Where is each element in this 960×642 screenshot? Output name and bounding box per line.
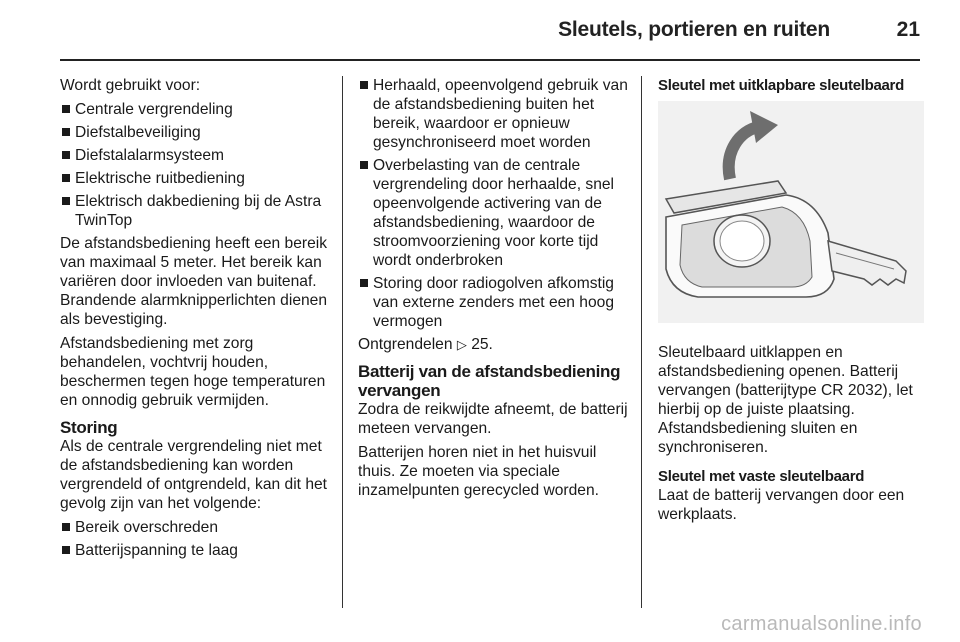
storing-paragraph: Als de centrale vergrendeling niet met de afstandsbediening kan worden vergrendeld of ontgrendeld, kan dit het gevolg zijn van het volgende:: [60, 438, 328, 512]
causes-list: [60, 518, 328, 560]
square-bullet-icon: [360, 161, 368, 169]
curved-arrow-icon: [729, 127, 758, 179]
battery-paragraph-2: Batterijen horen niet in het huisvuil thuis. Ze moeten via speciale inzamelpunten gerecycled worden.: [358, 444, 599, 499]
list-item: Storing door radiogolven afkomstig van externe zenders met een hoog vermogen: [358, 274, 628, 331]
uses-intro: Wordt gebruikt voor:: [60, 77, 201, 94]
page-link[interactable]: 25.: [471, 336, 493, 353]
square-bullet-icon: [62, 128, 70, 136]
list-item: Diefstalbeveiliging: [60, 123, 328, 142]
column-left: [60, 76, 328, 564]
list-item: Herhaald, opeenvolgend gebruik van de afstandsbediening buiten het bereik, waardoor er opnieuw gesynchroniseerd moet worden: [358, 76, 628, 152]
care-paragraph: Afstandsbediening met zorg behandelen, vochtvrij houden, beschermen tegen hoge temperaturen en onnodig gebruik vermijden.: [60, 335, 326, 409]
key-illustration-svg: [658, 101, 924, 323]
watermark: carmanualsonline.info: [721, 613, 922, 635]
key-battery-illustration: [658, 101, 924, 323]
unlock-reference: Ontgrendelen ▷ 25.: [358, 336, 493, 353]
section-heading-battery: Batterij van de afstandsbediening vervangen: [358, 362, 621, 400]
square-bullet-icon: [62, 174, 70, 182]
column-middle: [358, 76, 628, 505]
header-rule: [60, 59, 920, 61]
square-bullet-icon: [360, 81, 368, 89]
section-heading-storing: Storing: [60, 418, 118, 437]
list-item: Diefstalalarmsysteem: [60, 146, 328, 165]
square-bullet-icon: [62, 197, 70, 205]
square-bullet-icon: [62, 151, 70, 159]
causes-list-continued: [358, 76, 628, 331]
subheading-fixed-key: Sleutel met vaste sleutelbaard: [658, 468, 865, 485]
column-divider: [641, 76, 642, 608]
foldable-key-paragraph: Sleutelbaard uitklappen en afstandsbediening openen. Batterij vervangen (batterijtype CR 2032), let hierbij op de juiste plaatsing. Afstandsbediening sluiten en synchroniseren.: [658, 344, 913, 456]
square-bullet-icon: [62, 523, 70, 531]
range-paragraph: De afstandsbediening heeft een bereik van maximaal 5 meter. Het bereik kan variëren door invloeden van buitenaf. Brandende alarmknipperlichten dienen als bevestiging.: [60, 235, 328, 328]
list-item: Batterijspanning te laag: [60, 541, 328, 560]
list-item: Elektrische ruitbediening: [60, 169, 328, 188]
page-header-title: Sleutels, portieren en ruiten: [558, 18, 830, 41]
cross-reference-arrow-icon: ▷: [456, 337, 467, 352]
fixed-key-paragraph: Laat de batterij vervangen door een werkplaats.: [658, 487, 905, 523]
key-blade: [828, 241, 906, 285]
page-number: 21: [896, 18, 920, 41]
square-bullet-icon: [62, 105, 70, 113]
column-right: [658, 76, 924, 529]
list-item: Bereik overschreden: [60, 518, 328, 537]
column-divider: [342, 76, 343, 608]
uses-list: [60, 100, 328, 230]
list-item: Elektrisch dakbediening bij de Astra TwinTop: [60, 192, 328, 230]
square-bullet-icon: [62, 546, 70, 554]
list-item: Overbelasting van de centrale vergrendeling door herhaalde, snel opeenvolgende activering van de afstandsbediening, waardoor de stroomvoorziening voor korte tijd wordt onderbroken: [358, 156, 628, 270]
square-bullet-icon: [360, 279, 368, 287]
subheading-foldable-key: Sleutel met uitklapbare sleutelbaard: [658, 77, 904, 94]
list-item: Centrale vergrendeling: [60, 100, 328, 119]
battery-paragraph-1: Zodra de reikwijdte afneemt, de batterij meteen vervangen.: [358, 401, 628, 437]
